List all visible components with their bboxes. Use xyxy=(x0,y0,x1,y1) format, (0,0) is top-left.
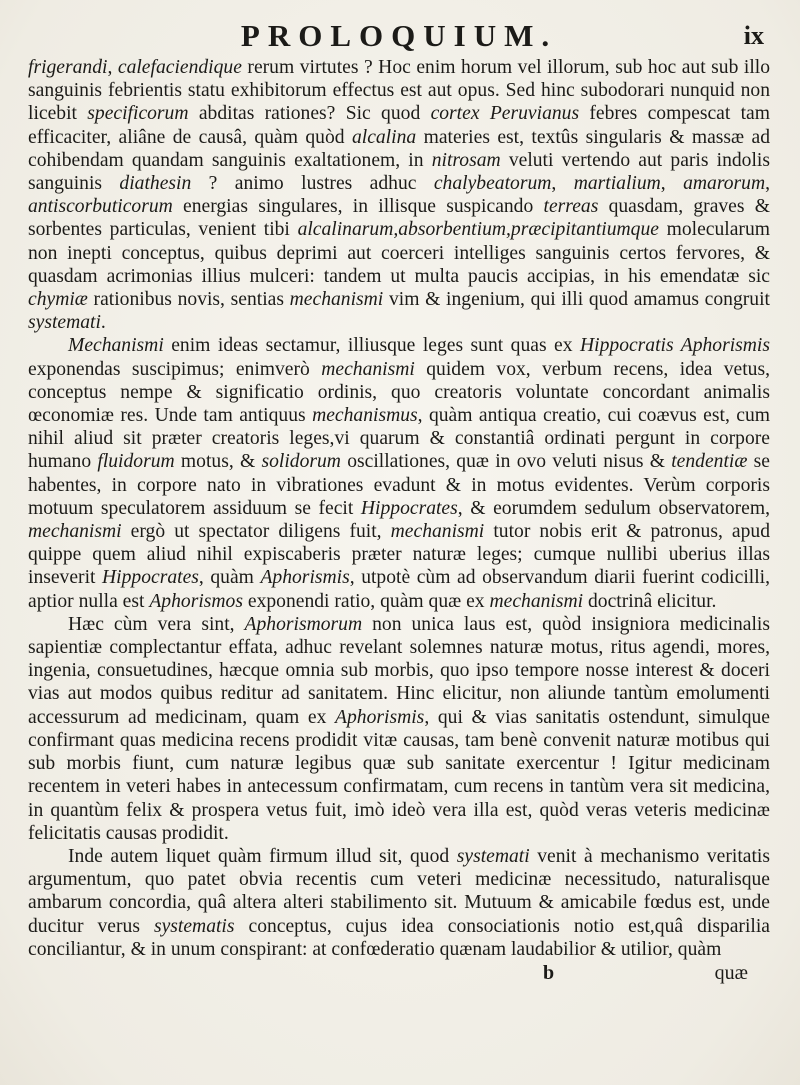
italic-term: frigerandi xyxy=(28,57,108,78)
text-run: , quàm xyxy=(198,567,261,589)
text-run: tutor nobis erit & patronus, apud quippe quem aliud nihil expiscaberis præter naturæ leges; cumque nullibi uberius illas inseverit xyxy=(28,521,771,589)
text-run: venit à mechanismo veritatis argumentum, quo patet obvia recentis cum veteri medicinæ necessitudo, naturalisque ambarum concordia, quâ altera alteri stabilimento sit. Mutuum & amicabile fœdus est, unde ducitur verus xyxy=(28,845,770,937)
italic-term: tendentiæ xyxy=(671,451,748,473)
text-run: molecularum non inepti conceptus, quibus deprimi aut coerceri intelliges sanguinis certos fervores, & quasdam acrimonias illius mulceri: tandem ut multa paucis accipias, in his emendatæ sic xyxy=(28,219,770,287)
italic-term: mechanismi xyxy=(28,521,122,543)
italic-term: solidorum xyxy=(261,451,341,473)
text-run: non unica laus est, quòd insigniora medicinalis sapientiæ complectantur effata, adhuc revelant solemnes naturæ motus, ritus agendi, mores, ingenia, consuetudines, hæcque omnia sub morbis, quo ipso tempore nosse interest & doceri vias aut modos quibus reditur ad sanitatem. Hinc elicitur, non aliunde tantùm emolumenti accessurum ad medicinam, quam ex xyxy=(28,613,770,728)
text-run: exponendi ratio, quàm quæ ex xyxy=(242,590,490,612)
text-run: materies est, textûs singularis & massæ ad cohibendam quandam sanguinis exaltationem, in xyxy=(28,126,770,171)
text-run: conceptus, cujus idea consociationis notio est,quâ disparilia conciliantur, & in unum conspirant: at confœderatio quænam laudabilior & utilior, quàm xyxy=(28,915,770,960)
text-run: veluti vertendo aut paris indolis sanguinis xyxy=(28,149,770,195)
italic-term: specificorum xyxy=(87,103,189,125)
italic-term: mechanismi xyxy=(489,590,584,612)
body-text xyxy=(28,56,770,961)
italic-term: fluidorum xyxy=(97,451,175,473)
text-run: motus, & xyxy=(174,451,262,473)
catchword: quæ xyxy=(714,961,748,984)
paragraph xyxy=(28,334,770,612)
italic-term: Aphorismorum xyxy=(244,613,363,635)
text-run: Inde autem liquet quàm firmum illud sit, quod xyxy=(68,845,457,867)
italic-term: chymiæ xyxy=(28,289,88,311)
running-head xyxy=(28,16,770,56)
text-run: vim & ingenium, qui illi quod amamus congruit xyxy=(383,289,770,311)
italic-term: chalybeatorum xyxy=(433,173,552,195)
text-run: doctrinâ elicitur. xyxy=(583,590,717,612)
italic-term: Hippocrates xyxy=(360,497,458,519)
text-run: quasdam, graves & sorbentes particulas, venient tibi xyxy=(28,196,770,241)
italic-term: cortex Peruvianus xyxy=(430,103,580,125)
text-run: oscillationes, quæ in ovo veluti nisus & xyxy=(340,451,672,473)
italic-term: alcalina xyxy=(351,126,417,148)
italic-term: mechanismi xyxy=(321,358,415,380)
italic-term: systemati xyxy=(456,845,530,867)
italic-term: calefaciendique xyxy=(117,57,242,78)
italic-term: Mechanismi xyxy=(68,335,164,357)
signature-mark: b xyxy=(543,961,555,984)
italic-term: mechanismi xyxy=(390,521,485,543)
text-run: abditas rationes? Sic quod xyxy=(188,103,431,125)
text-run: energias singulares, in illisque suspicando xyxy=(172,196,544,218)
text-run: febres compescat tam efficaciter, aliâne de causâ, quàm quòd xyxy=(28,103,770,148)
text-run: rationibus novis, sentias xyxy=(87,289,290,311)
italic-term: Aphorismis xyxy=(335,706,425,728)
text-run: exponendas suscipimus; enimverò xyxy=(28,358,322,380)
running-title: PROLOQUIUM. xyxy=(240,18,558,53)
italic-term: terreas xyxy=(543,196,599,218)
italic-term: nitrosam xyxy=(431,149,501,171)
text-run: se habentes, in corpore nato in vibrationes evadunt & in motus evidentes. Verùm corporis motuum speculatorem assiduum se fecit xyxy=(28,451,770,519)
italic-term: amarorum xyxy=(683,173,766,195)
text-run: , xyxy=(765,173,771,195)
italic-term: Hippocrates xyxy=(102,567,199,589)
text-run: rerum virtutes ? Hoc enim horum vel illorum, sub hoc aut sub illo sanguinis febrientis statu exhibitorum effectus est aut opus. Sed hinc subodorari nunquid non licebit xyxy=(28,57,771,125)
paragraph xyxy=(28,56,770,334)
text-run: quidem vox, verbum recens, idea vetus, conceptus nempe & significatio ordinis, quo creatoris voluntate concordant animalis œconomiæ res. Unde tam antiquus xyxy=(28,358,770,427)
text-run: , & eorumdem sedulum observatorem, xyxy=(457,497,770,519)
text-run: enim ideas sectamur, illiusque leges sunt quas ex xyxy=(163,335,580,357)
text-run: , xyxy=(107,57,118,78)
text-run: ? animo lustres adhuc xyxy=(191,173,434,195)
paragraph xyxy=(28,613,770,845)
text-run: , quàm antiqua creatio, cui coævus est, cum nihil aliud sit præter creatoris leges,vi quarum & constantiâ ordinati pergunt in corpore humano xyxy=(28,405,770,473)
text-run: , utpotè cùm ad observandum diarii fuerint codicilli, aptior nulla est xyxy=(28,567,770,612)
text-run: , qui & vias sanitatis ostendunt, simulque confirmant quas medicina recens prodidit vitæ causas, tam benè convenit naturæ motibus qui sub morbis fiunt, cum naturæ legibus quæ sub sanitate exercentur ! Igitur medicinam recentem in veteri habes in antecessum confirmatam, cum recens in tantùm vera sit medicina, in quantùm felix & prospera vetus fuit, imò ideò vera illa est, quòd veras veteris medicinæ felicitatis causas prodidit. xyxy=(28,706,770,844)
text-run: Hæc cùm vera sint, xyxy=(68,613,245,635)
paragraph xyxy=(28,845,770,961)
page-number: ix xyxy=(743,21,764,50)
text-run: . xyxy=(100,312,106,334)
italic-term: Aphorismis xyxy=(260,567,350,589)
italic-term: systemati xyxy=(28,312,101,334)
italic-term: systematis xyxy=(153,915,235,937)
italic-term: diathesin xyxy=(119,173,192,195)
italic-term: mechanismus xyxy=(312,405,418,427)
page-footer xyxy=(28,961,770,985)
italic-term: antiscorbuticorum xyxy=(28,196,173,218)
text-run: , xyxy=(551,173,574,195)
text-run: , xyxy=(660,173,684,195)
italic-term: Hippocratis Aphorismis xyxy=(580,335,770,357)
italic-term: martialium xyxy=(573,173,661,195)
italic-term: mechanismi xyxy=(289,289,384,311)
text-run: ergò ut spectator diligens fuit, xyxy=(121,521,391,543)
italic-term: alcalinarum,absorbentium,præcipitantiumque xyxy=(297,219,659,241)
italic-term: Aphorismos xyxy=(149,590,243,612)
